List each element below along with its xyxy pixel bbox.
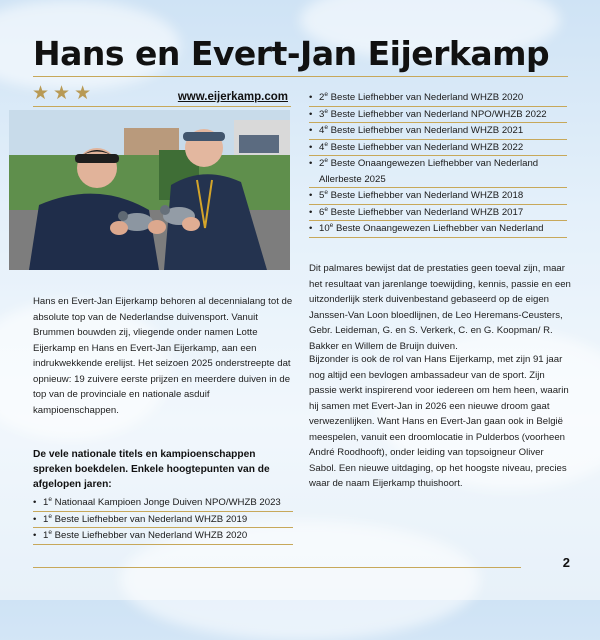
list-item-text: Beste Liefhebber van Nederland WHZB 2018 (330, 190, 524, 201)
list-item-text: Beste Liefhebber van Nederland WHZB 2017 (330, 206, 524, 218)
list-item-rank: 10 (319, 223, 330, 234)
footer-rule (33, 567, 521, 568)
page-number: 2 (562, 555, 570, 570)
star-icon: ★ (74, 83, 92, 104)
list-item (33, 512, 293, 529)
list-item (309, 123, 567, 140)
list-item-text: Beste Onaangewezen Liefhebber van Nederland Allerbeste 2025 (319, 158, 539, 185)
list-item-suffix: e (324, 90, 328, 98)
list-item (33, 495, 293, 512)
list-item-text: Beste Liefhebber van Nederland WHZB 2022 (330, 141, 524, 153)
list-item-suffix: e (48, 528, 52, 536)
website-link[interactable]: www.eijerkamp.com (177, 91, 288, 103)
page-title: Hans en Evert-Jan Eijerkamp (33, 34, 550, 73)
list-item-suffix: e (324, 107, 328, 115)
list-item-suffix: e (324, 156, 328, 164)
palmares-paragraph: Dit palmares bewijst dat de prestaties geen toeval zijn, maar het resultaat van jarenlange toewijding, kennis, passie en een uitzonderlijk sterk duivenbestand gebaseerd op de eigen Janssen-Van Loon bloedlijnen, de Leo Heremans-Ceusters, Gebr. Leideman, G. en S. Verkerk, C. en G. Koopman/ R. Bakker en Willem de Bruijn duiven. (309, 263, 571, 352)
list-item-suffix: e (329, 221, 334, 229)
list-item-text: Beste Liefhebber van Nederland WHZB 2020 (330, 92, 524, 103)
list-item (309, 205, 567, 222)
list-item (33, 528, 293, 545)
list-item-rank: 5 (319, 190, 325, 201)
list-item-suffix: e (324, 205, 328, 213)
list-item-text: Beste Liefhebber van Nederland WHZB 2021 (330, 125, 524, 136)
list-item (309, 156, 567, 188)
list-item-suffix: e (48, 495, 52, 503)
list-item-text: Beste Liefhebber van Nederland NPO/WHZB 2022 (330, 108, 547, 120)
portrait-photo (9, 110, 290, 270)
list-item-text: Beste Liefhebber van Nederland WHZB 2020 (54, 530, 248, 541)
list-item (309, 140, 567, 157)
list-item-text: Nationaal Kampioen Jonge Duiven NPO/WHZB 2023 (54, 497, 281, 508)
list-item (309, 188, 567, 205)
ambassador-paragraph: Bijzonder is ook de rol van Hans Eijerkamp, met zijn 91 jaar nog altijd een bevlogen ambassadeur van de sport. Zijn passie werkt inspirerend voor iedereen om hem heen, waarin hij samen met Evert-Jan in 2026 een nieuwe droom gaat verwezenlijken. Want Hans en Evert-Jan gaan ook in België meespelen, vanuit een droomlocatie in Pulderbos (voorheen André Roodhooft), onder leiding van topsoigneur Oliver Sabol. Een nieuwe uitdaging, op het hoogste niveau, precies waar de naam Eijerkamp thuishoort. (309, 354, 569, 489)
list-item (309, 221, 567, 238)
list-item-rank: 3 (319, 108, 325, 120)
list-item-suffix: e (48, 512, 52, 520)
list-item-text: Beste Onaangewezen Liefhebber van Nederland (335, 223, 544, 234)
highlights-list-right (309, 90, 567, 238)
list-item-rank: 2 (319, 158, 325, 169)
list-item-rank: 4 (319, 125, 325, 136)
list-item-rank: 2 (319, 92, 325, 103)
list-item-text: Beste Liefhebber van Nederland WHZB 2019 (54, 513, 248, 525)
photo-illustration (9, 110, 290, 270)
list-item-rank: 1 (43, 513, 49, 525)
star-icon: ★ (32, 83, 50, 104)
list-item-suffix: e (324, 188, 328, 196)
list-item-rank: 1 (43, 497, 49, 508)
list-item-suffix: e (324, 123, 328, 131)
list-item (309, 107, 567, 124)
list-item-rank: 4 (319, 141, 325, 153)
highlights-heading: De vele nationale titels en kampioenschappen spreken boekdelen. Enkele hoogtepunten van de afgelopen jaren: (33, 449, 270, 491)
list-item (309, 90, 567, 107)
list-item-rank: 1 (43, 530, 49, 541)
highlights-list-left (33, 495, 293, 545)
star-icon: ★ (53, 83, 71, 104)
list-item-suffix: e (324, 140, 328, 148)
website-rule (33, 106, 291, 107)
list-item-rank: 6 (319, 206, 325, 218)
intro-paragraph: Hans en Evert-Jan Eijerkamp behoren al decennialang tot de absolute top van de Nederlandse duivensport. Vanuit Brummen bouwden zij, vliegende onder namen Lotte Eijerkamp en Hans en Evert-Jan Eijerkamp, aan een indrukwekkende erelijst. Het seizoen 2025 onderstreepte dat opnieuw: 19 zuivere eerste prijzen en meerdere duiven in de top van de provinciale en nationale asduif kampioenschappen. (33, 296, 293, 416)
title-rule (33, 76, 568, 77)
rating-stars (32, 84, 91, 103)
